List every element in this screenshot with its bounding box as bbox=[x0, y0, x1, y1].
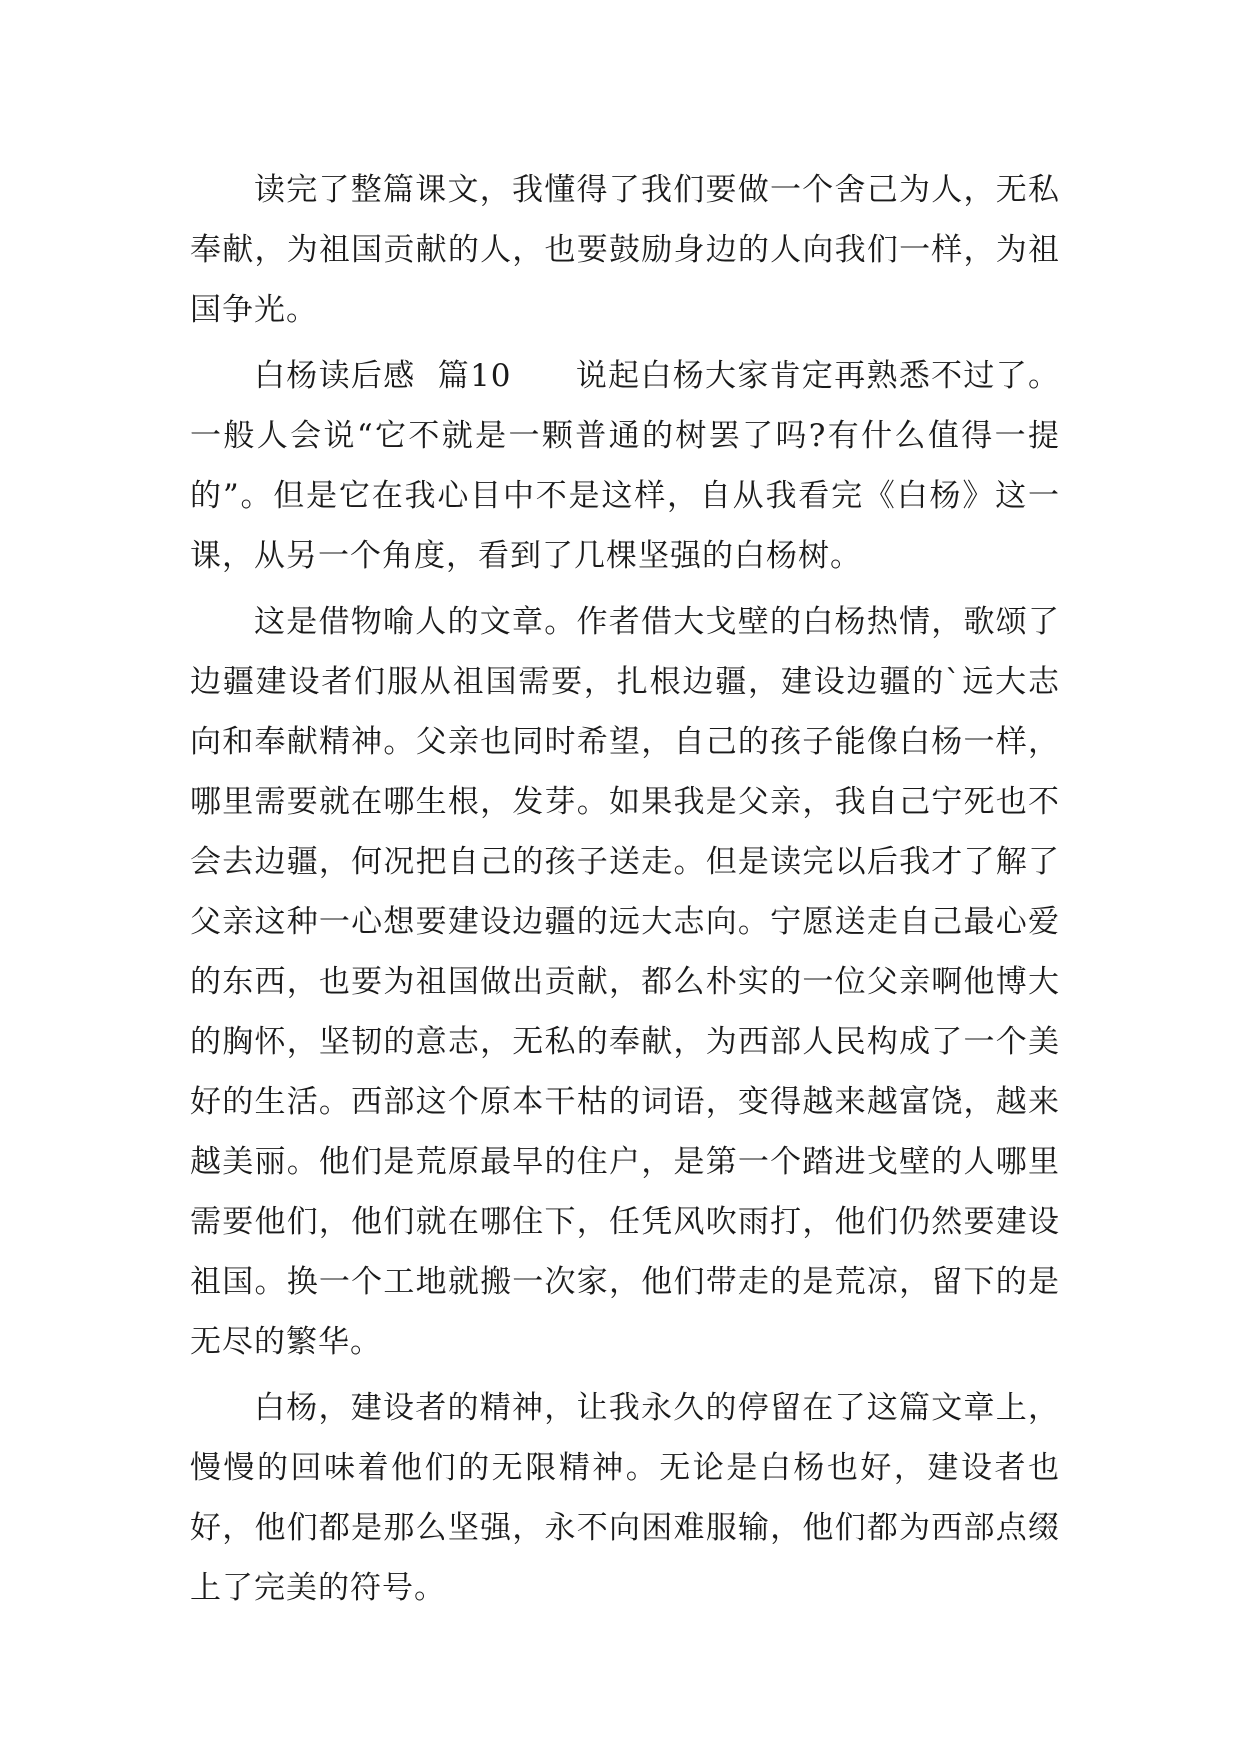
paragraph-2-text: 说起白杨大家肯定再熟悉不过了。一般人会说“它不就是一颗普通的树罢了吗?有什么值得一提的”。但是它在我心目中不是这样，自从我看完《白杨》这一课，从另一个角度，看到了几棵坚强的白杨树。 bbox=[190, 358, 1061, 574]
paragraph-4-text: 白杨，建设者的精神，让我永久的停留在了这篇文章上，慢慢的回味着他们的无限精神。无论是白杨也好，建设者也好，他们都是那么坚强，永不向困难服输，他们都为西部点缀上了完美的符号。 bbox=[190, 1390, 1060, 1606]
paragraph-2 bbox=[190, 346, 1060, 586]
paragraph-3-text: 这是借物喻人的文章。作者借大戈壁的白杨热情，歌颂了边疆建设者们服从祖国需要，扎根边疆，建设边疆的`远大志向和奉献精神。父亲也同时希望，自己的孩子能像白杨一样，哪里需要就在哪生根，发芽。如果我是父亲，我自己宁死也不会去边疆，何况把自己的孩子送走。但是读完以后我才了解了父亲这种一心想要建设边疆的远大志向。宁愿送走自己最心爱的东西，也要为祖国做出贡献，都么朴实的一位父亲啊他博大的胸怀，坚韧的意志，无私的奉献，为西部人民构成了一个美好的生活。西部这个原本干枯的词语，变得越来越富饶，越来越美丽。他们是荒原最早的住户，是第一个踏进戈壁的人哪里需要他们，他们就在哪住下，任凭风吹雨打，他们仍然要建设祖国。换一个工地就搬一次家，他们带走的是荒凉，留下的是无尽的繁华。 bbox=[190, 604, 1060, 1360]
paragraph-1 bbox=[190, 160, 1060, 340]
section-heading: 白杨读后感 篇10 bbox=[254, 358, 512, 394]
paragraph-4 bbox=[190, 1378, 1060, 1618]
paragraph-1-text: 读完了整篇课文，我懂得了我们要做一个舍己为人，无私奉献，为祖国贡献的人，也要鼓励身边的人向我们一样，为祖国争光。 bbox=[190, 172, 1060, 328]
paragraph-3 bbox=[190, 592, 1060, 1372]
document-body bbox=[190, 160, 1060, 1618]
